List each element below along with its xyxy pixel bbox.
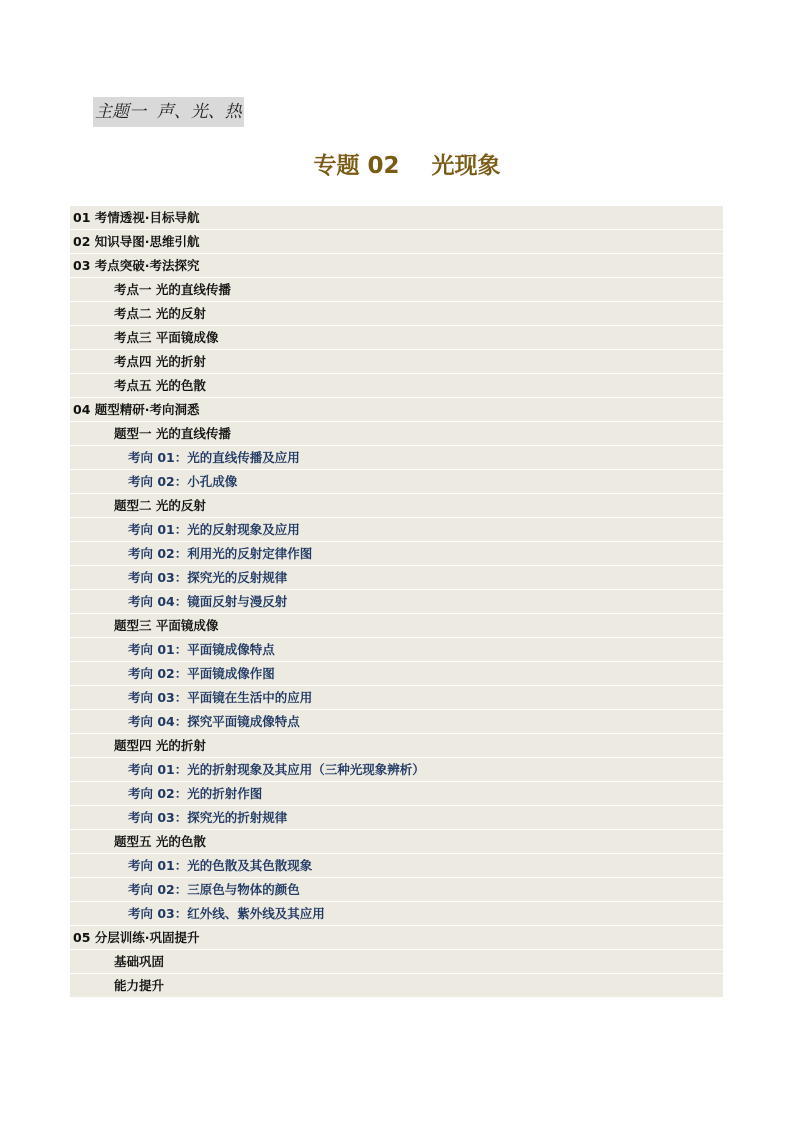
table-of-contents <box>70 206 723 997</box>
toc-entry-level-3[interactable]: 考向 01：平面镜成像特点 <box>70 638 723 662</box>
toc-entry-level-2[interactable]: 题型三 平面镜成像 <box>70 614 723 638</box>
toc-entry-level-2[interactable]: 能力提升 <box>114 978 165 993</box>
theme-tag: 主题一 声、光、热 <box>93 97 244 127</box>
toc-entry-level-3[interactable]: 考向 04：探究平面镜成像特点 <box>70 710 723 734</box>
toc-entry-level-3[interactable]: 考向 02：三原色与物体的颜色 <box>70 878 723 902</box>
page-title: 专题 02 光现象 <box>313 153 501 179</box>
toc-entry-level-3[interactable]: 考向 02：小孔成像 <box>70 470 723 494</box>
toc-entry-level-1[interactable]: 01 考情透视·目标导航 <box>70 206 723 230</box>
toc-entry-level-1[interactable]: 04 题型精研·考向洞悉 <box>70 398 723 422</box>
toc-entry-level-3[interactable]: 考向 02：利用光的反射定律作图 <box>70 542 723 566</box>
toc-entry-level-2[interactable]: 题型二 光的反射 <box>70 494 723 518</box>
toc-entry-level-1[interactable]: 02 知识导图·思维引航 <box>70 230 723 254</box>
toc-entry-level-3[interactable]: 考向 01：光的折射现象及其应用（三种光现象辨析） <box>70 758 723 782</box>
toc-entry-level-3[interactable]: 考向 03：探究光的反射规律 <box>70 566 723 590</box>
toc-entry-level-2[interactable]: 考点五 光的色散 <box>70 374 723 398</box>
toc-entry-level-3[interactable]: 考向 02：光的折射作图 <box>70 782 723 806</box>
toc-entry-level-3[interactable]: 考向 01：光的色散及其色散现象 <box>70 854 723 878</box>
toc-entry-level-3[interactable]: 考向 01：光的直线传播及应用 <box>70 446 723 470</box>
toc-entry-level-3[interactable]: 考向 03：探究光的折射规律 <box>70 806 723 830</box>
toc-entry-level-2[interactable]: 题型四 光的折射 <box>70 734 723 758</box>
toc-entry-level-2[interactable]: 题型一 光的直线传播 <box>70 422 723 446</box>
toc-entry-level-2[interactable]: 考点四 光的折射 <box>70 350 723 374</box>
toc-entry-level-2[interactable]: 考点一 光的直线传播 <box>70 278 723 302</box>
toc-entry-level-3[interactable]: 考向 03：红外线、紫外线及其应用 <box>70 902 723 926</box>
toc-entry-level-1[interactable]: 03 考点突破·考法探究 <box>70 254 723 278</box>
toc-entry-level-3[interactable]: 考向 01：光的反射现象及应用 <box>70 518 723 542</box>
toc-entry-level-2[interactable]: 考点二 光的反射 <box>70 302 723 326</box>
toc-entry-level-3[interactable]: 考向 02：平面镜成像作图 <box>70 662 723 686</box>
toc-entry-level-2[interactable]: 基础巩固 <box>70 950 723 974</box>
toc-entry-level-3[interactable]: 考向 04：镜面反射与漫反射 <box>70 590 723 614</box>
toc-entry-level-3[interactable]: 考向 03：平面镜在生活中的应用 <box>70 686 723 710</box>
toc-entry-level-1[interactable]: 05 分层训练·巩固提升 <box>70 926 723 950</box>
toc-entry-level-2[interactable]: 题型五 光的色散 <box>70 830 723 854</box>
toc-entry-level-2[interactable]: 考点三 平面镜成像 <box>70 326 723 350</box>
